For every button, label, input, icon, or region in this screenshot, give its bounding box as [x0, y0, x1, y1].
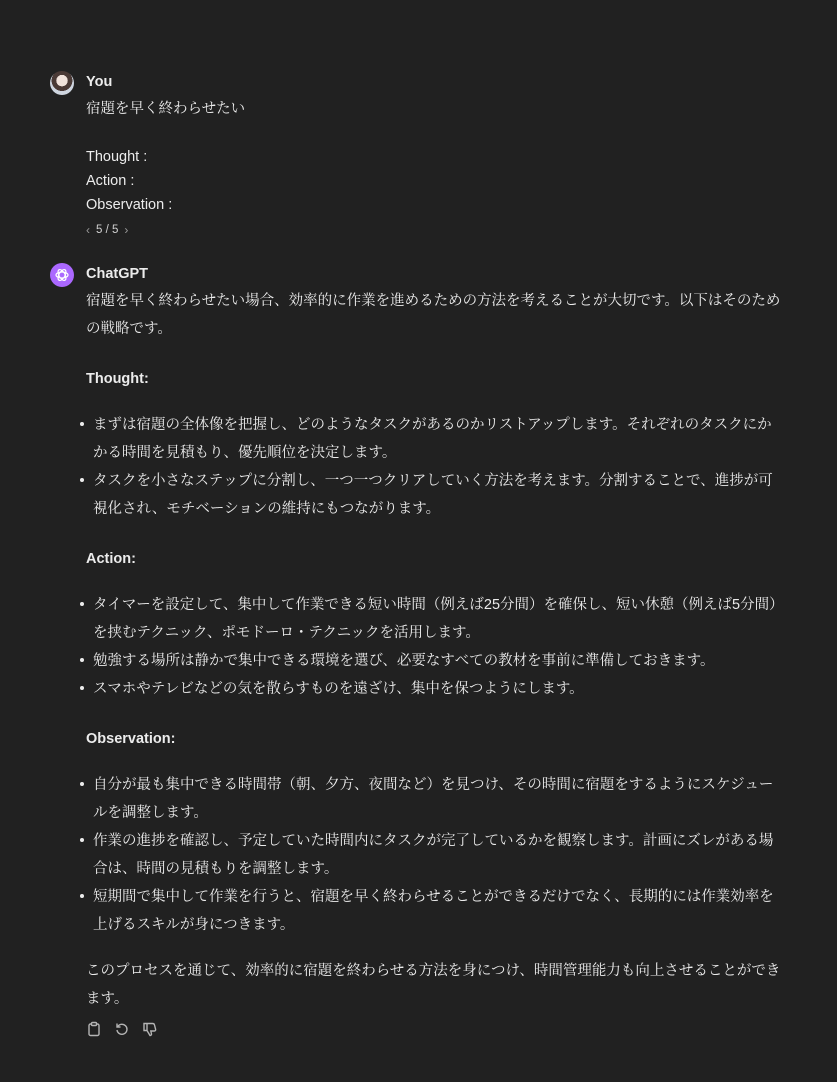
list-item: タスクを小さなステップに分割し、一つ一つクリアしていく方法を考えます。分割することで、進捗が可視化され、モチベーションの維持にもつながります。: [86, 467, 786, 523]
list-item: まずは宿題の全体像を把握し、どのようなタスクがあるのかリストアップします。それぞれのタスクにかかる時間を見積もり、優先順位を決定します。: [86, 411, 786, 467]
conclusion-paragraph: このプロセスを通じて、効率的に宿題を終わらせる方法を身につけ、時間管理能力も向上させることができます。: [86, 963, 781, 1007]
response-pager: [86, 223, 786, 237]
thumbs-down-icon[interactable]: [142, 1021, 158, 1037]
section-heading: Action:: [86, 551, 136, 567]
user-text-line: Observation :: [86, 197, 173, 213]
regenerate-icon[interactable]: [114, 1021, 130, 1037]
chevron-left-icon[interactable]: ‹: [86, 223, 90, 237]
bullet-list: [86, 411, 786, 523]
list-item: 作業の進捗を確認し、予定していた時間内にタスクが完了しているかを観察します。計画にズレがある場合は、時間の見積もりを調整します。: [86, 827, 786, 883]
list-item: 自分が最も集中できる時間帯（朝、夕方、夜間など）を見つけ、その時間に宿題をするようにスケジュールを調整します。: [86, 771, 786, 827]
section-heading: Observation:: [86, 731, 176, 747]
bullet-list: [86, 771, 786, 939]
chevron-right-icon[interactable]: ›: [124, 223, 129, 237]
pager-count: 5 / 5: [96, 224, 119, 236]
intro-paragraph: 宿題を早く終わらせたい場合、効率的に作業を進めるための方法を考えることが大切です。以下はそのための戦略です。: [86, 293, 781, 337]
bullet-list: [86, 591, 786, 703]
chatgpt-logo-icon: [50, 263, 74, 287]
user-avatar: [50, 71, 74, 95]
list-item: 短期間で集中して作業を行うと、宿題を早く終わらせることができるだけでなく、長期的には作業効率を上げるスキルが身につきます。: [86, 883, 786, 939]
user-text-line: Thought :: [86, 149, 148, 165]
user-text-line: Action :: [86, 173, 135, 189]
user-text-line: 宿題を早く終わらせたい: [86, 101, 246, 117]
list-item: 勉強する場所は静かで集中できる環境を選び、必要なすべての教材を事前に準備しておきます。: [86, 647, 786, 675]
list-item: スマホやテレビなどの気を散らすものを遠ざけ、集中を保つようにします。: [86, 675, 786, 703]
user-name: You: [86, 74, 113, 90]
assistant-name: ChatGPT: [86, 266, 149, 282]
list-item: タイマーを設定して、集中して作業できる短い時間（例えば25分間）を確保し、短い休憩（例えば5分間）を挟むテクニック、ポモドーロ・テクニックを活用します。: [86, 591, 786, 647]
copy-icon[interactable]: [86, 1021, 102, 1037]
section-heading: Thought:: [86, 371, 149, 387]
